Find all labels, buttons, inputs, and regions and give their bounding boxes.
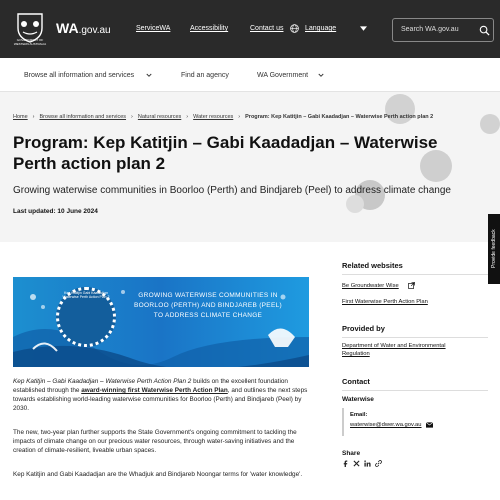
wa-gov-logo[interactable]: [56, 20, 111, 36]
first-waterwise-plan-link[interactable]: First Waterwise Perth Action Plan: [342, 299, 428, 305]
servicewa-link[interactable]: ServiceWA: [136, 25, 171, 32]
last-updated: Last updated: 10 June 2024: [13, 208, 98, 215]
search-input[interactable]: [392, 18, 494, 42]
breadcrumb-current: Program: Kep Katitjin – Gabi Kaadadjan – Waterwise Perth action plan 2: [245, 114, 434, 120]
related-websites-heading: Related websites: [342, 261, 403, 270]
globe-icon: [290, 24, 299, 33]
contact-us-link[interactable]: Contact us: [250, 25, 284, 32]
language-link[interactable]: Language: [305, 25, 337, 32]
search-icon[interactable]: [479, 25, 490, 36]
feedback-label[interactable]: Provide feedback: [491, 229, 497, 269]
accessibility-link[interactable]: Accessibility: [190, 25, 229, 32]
main-nav: [0, 58, 500, 92]
nav-wa-government[interactable]: WA Government: [257, 72, 309, 79]
search-placeholder: Search WA.gov.au: [401, 26, 459, 33]
facebook-icon[interactable]: [342, 460, 349, 467]
intro-text-b: , and outlines the next steps towards establishing world-leading waterwise communities for Boorloo (Perth) and Bindjareb (Peel) by 2030.: [13, 387, 308, 412]
plan-banner-image: [13, 277, 309, 367]
nav-find-agency[interactable]: Find an agency: [181, 72, 229, 79]
contact-heading: Contact: [342, 377, 370, 386]
email-link[interactable]: waterwise@dwer.wa.gov.au: [350, 422, 422, 428]
share-heading: Share: [342, 450, 361, 457]
x-twitter-icon[interactable]: [353, 460, 360, 467]
page-title: Program: Kep Katitjin – Gabi Kaadadjan – Waterwise Perth action plan 2: [13, 133, 438, 173]
logo-suffix: .gov.au: [78, 25, 111, 36]
crest-text: GOVERNMENT OF WESTERN AUSTRALIA: [13, 38, 47, 46]
logo-main: WA: [56, 20, 79, 36]
banner-text: GROWING WATERWISE COMMUNITIES IN BOORLOO (PERTH) AND BINDJAREB (PEEL) TO ADDRESS CLIMATE CHANGE: [134, 292, 282, 319]
contact-name: Waterwise: [342, 396, 374, 403]
first-plan-link[interactable]: award-winning first Waterwise Perth Action Plan: [81, 387, 228, 394]
department-link[interactable]: Department of Water and Environmental Regulation: [342, 343, 446, 357]
body-paragraph: Kep Katitjin and Gabi Kaadadjan are the Whadjuk and Bindjareb Noongar terms for 'water knowledge'.: [13, 471, 303, 478]
breadcrumb-water-resources[interactable]: Water resources: [193, 114, 234, 120]
email-block: [342, 408, 488, 436]
divider: [342, 274, 488, 275]
plan-name: Kep Katitjin – Gabi Kaadadjan – Waterwise Perth Action Plan 2: [13, 378, 192, 385]
mail-icon: [426, 422, 433, 428]
intro-text-a: builds on the excellent foundation established through the: [13, 378, 288, 394]
be-groundwater-wise-link[interactable]: Be Groundwater Wise: [342, 283, 399, 289]
decorative-circle: [480, 114, 500, 134]
breadcrumb-browse-all[interactable]: Browse all information and services: [39, 114, 127, 120]
nav-browse-all[interactable]: Browse all information and services: [24, 72, 135, 79]
linkedin-icon[interactable]: [364, 460, 371, 467]
page-subtitle: Growing waterwise communities in Boorloo (Perth) and Bindjareb (Peel) to address climate change: [13, 185, 451, 196]
provided-by-heading: Provided by: [342, 324, 385, 333]
copy-link-icon[interactable]: [375, 460, 382, 467]
divider: [342, 390, 488, 391]
body-paragraph: The new, two-year plan further supports the State Government's ongoing commitment to tackling the impacts of climate change on our precious water resources, through water-saving initiatives and the creation of climate-resilient, liveable urban spaces.: [13, 429, 297, 454]
chevron-down-icon[interactable]: [318, 73, 324, 78]
site-header: [0, 0, 500, 58]
chevron-down-icon[interactable]: [146, 73, 152, 78]
breadcrumb-home[interactable]: Home: [13, 114, 28, 120]
breadcrumb-natural-resources[interactable]: Natural resources: [137, 114, 182, 120]
intro-paragraph: [13, 377, 309, 413]
external-link-icon: [408, 282, 415, 289]
email-label: Email:: [350, 412, 368, 418]
page-hero: [0, 92, 500, 242]
decorative-circle: [346, 195, 364, 213]
chevron-down-icon[interactable]: [360, 26, 367, 32]
breadcrumb: Home › Browse all information and services › Natural resources › Water resources › Program: Kep Katitjin – Gabi Kaadadjan – Waterwise Perth action plan 2: [13, 114, 434, 120]
divider: [342, 337, 488, 338]
banner-circle-label: Kep Katitjin Gabi Kaadadjan Waterwise Perth Action Plan 2: [62, 291, 110, 299]
